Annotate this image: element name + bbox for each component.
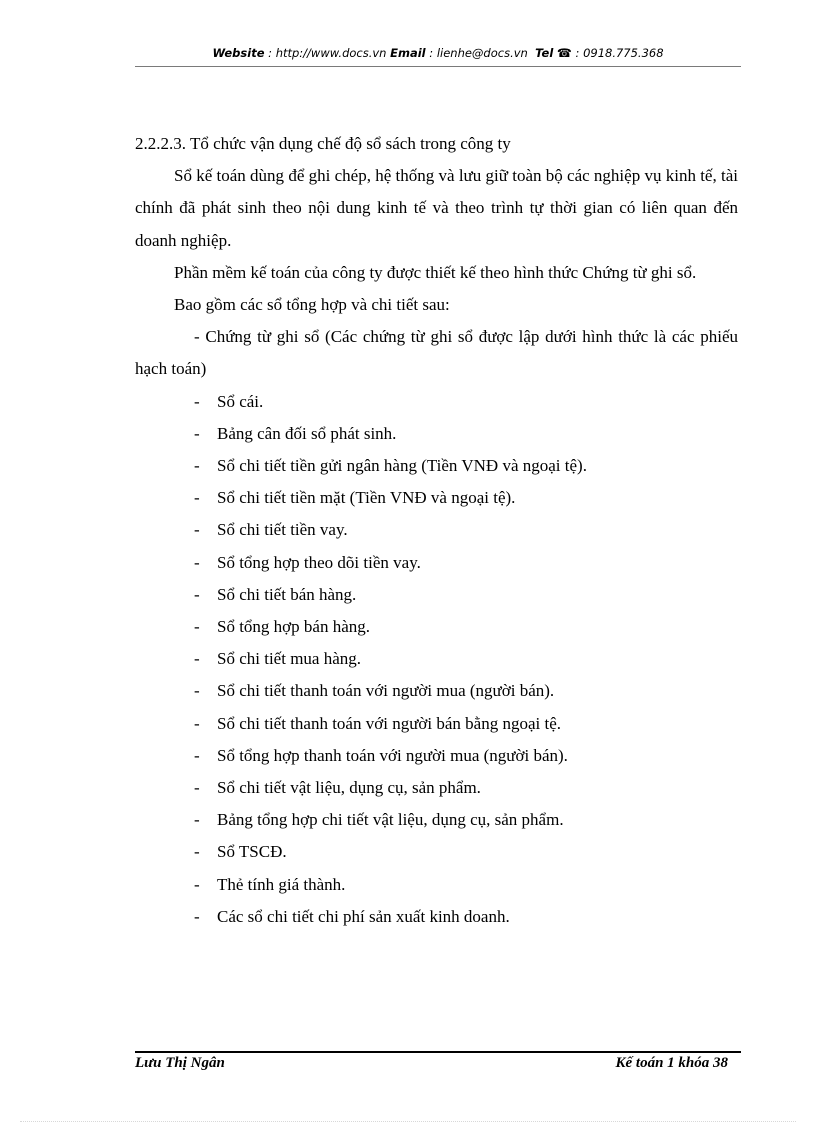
list-item (135, 643, 738, 675)
section-heading: 2.2.2.3. Tổ chức vận dụng chế độ sổ sách trong công ty (135, 134, 511, 153)
list-item-text: Sổ chi tiết vật liệu, dụng cụ, sản phẩm. (217, 778, 481, 798)
list-item (135, 386, 738, 418)
footer-divider (135, 1051, 741, 1053)
list-item (135, 418, 738, 450)
list-bullet: - (194, 778, 200, 798)
footer-course: Kế toán 1 khóa 38 (615, 1055, 728, 1071)
list-item-text: Bảng tổng hợp chi tiết vật liệu, dụng cụ, sản phẩm. (217, 810, 564, 830)
list-item (135, 547, 738, 579)
list-item (135, 836, 738, 868)
list-item-text: Sổ chi tiết thanh toán với người mua (người bán). (217, 681, 555, 701)
email-separator: : (425, 46, 437, 60)
tel-number: 0918.775.368 (583, 46, 664, 60)
website-label: Website (212, 46, 265, 60)
list-item (135, 579, 738, 611)
list-bullet: - (194, 391, 200, 411)
list-item (135, 740, 738, 772)
website-separator: : (264, 46, 276, 60)
list-item-first: - Chứng từ ghi sổ (Các chứng từ ghi sổ được lập dưới hình thức là các phiếu hạch toán) (135, 327, 738, 379)
email-address[interactable]: lienhe@docs.vn (436, 46, 528, 60)
list-bullet: - (194, 681, 200, 701)
list-item-text: Sổ chi tiết tiền mặt (Tiền VNĐ và ngoại tệ). (217, 488, 516, 508)
list-item-text: Sổ chi tiết mua hàng. (217, 649, 362, 669)
paragraph-software: Phần mềm kế toán của công ty được thiết kế theo hình thức Chứng từ ghi sổ. (174, 262, 697, 282)
list-item (135, 708, 738, 740)
list-item-text: Sổ tổng hợp thanh toán với người mua (người bán). (217, 745, 568, 765)
list-item-text: Thẻ tính giá thành. (217, 874, 346, 894)
phone-icon: ☎ (556, 46, 572, 60)
tel-label: Tel (535, 46, 554, 60)
list-bullet: - (194, 745, 200, 765)
list-item-text: Sổ chi tiết tiền gửi ngân hàng (Tiền VNĐ và ngoại tệ). (217, 456, 587, 476)
list-item-text: Sổ chi tiết bán hàng. (217, 584, 357, 604)
list-bullet: - (194, 906, 200, 926)
list-item (135, 482, 738, 514)
list-item (135, 804, 738, 836)
page-header (135, 46, 741, 60)
footer-author: Lưu Thị Ngân (135, 1055, 225, 1071)
list-bullet: - (194, 456, 200, 476)
list-bullet: - (194, 649, 200, 669)
list-item-text: Sổ chi tiết thanh toán với người bán bằng ngoại tệ. (217, 713, 561, 733)
paragraph-includes: Bao gồm các sổ tổng hợp và chi tiết sau: (174, 295, 450, 315)
list-item (135, 675, 738, 707)
list-bullet: - (194, 584, 200, 604)
list-bullet: - (194, 617, 200, 637)
tel-separator: : (571, 46, 584, 60)
list-bullet: - (194, 842, 200, 862)
list-item-text: Sổ chi tiết tiền vay. (217, 520, 348, 540)
list-item (135, 869, 738, 901)
list-item (135, 611, 738, 643)
list-item (135, 450, 738, 482)
list-item (135, 901, 738, 933)
paragraph-intro: Sổ kế toán dùng để ghi chép, hệ thống và lưu giữ toàn bộ các nghiệp vụ kinh tế, tài chính đã phát sinh theo nội dung kinh tế và theo trình tự thời gian có liên quan đến doanh nghiệp. (135, 166, 738, 250)
list-item-text: Sổ tổng hợp bán hàng. (217, 617, 371, 637)
page-bottom-edge (20, 1121, 796, 1122)
document-body (135, 128, 738, 933)
list-bullet: - (194, 423, 200, 443)
list-item-text: Bảng cân đối sổ phát sinh. (217, 423, 397, 443)
list-item-text: Sổ tổng hợp theo dõi tiền vay. (217, 552, 421, 572)
list-bullet: - (194, 552, 200, 572)
list-item (135, 772, 738, 804)
list-bullet: - (194, 520, 200, 540)
header-divider (135, 66, 741, 67)
list-item-text: Các sổ chi tiết chi phí sản xuất kinh doanh. (217, 906, 510, 926)
list-bullet: - (194, 874, 200, 894)
list-item (135, 514, 738, 546)
list-item-text: Sổ cái. (217, 391, 264, 411)
list-bullet: - (194, 713, 200, 733)
list-bullet: - (194, 488, 200, 508)
book-list (135, 386, 738, 933)
list-item-text: Sổ TSCĐ. (217, 842, 287, 862)
email-label: Email (390, 46, 426, 60)
list-bullet: - (194, 810, 200, 830)
website-url[interactable]: http://www.docs.vn (275, 46, 387, 60)
